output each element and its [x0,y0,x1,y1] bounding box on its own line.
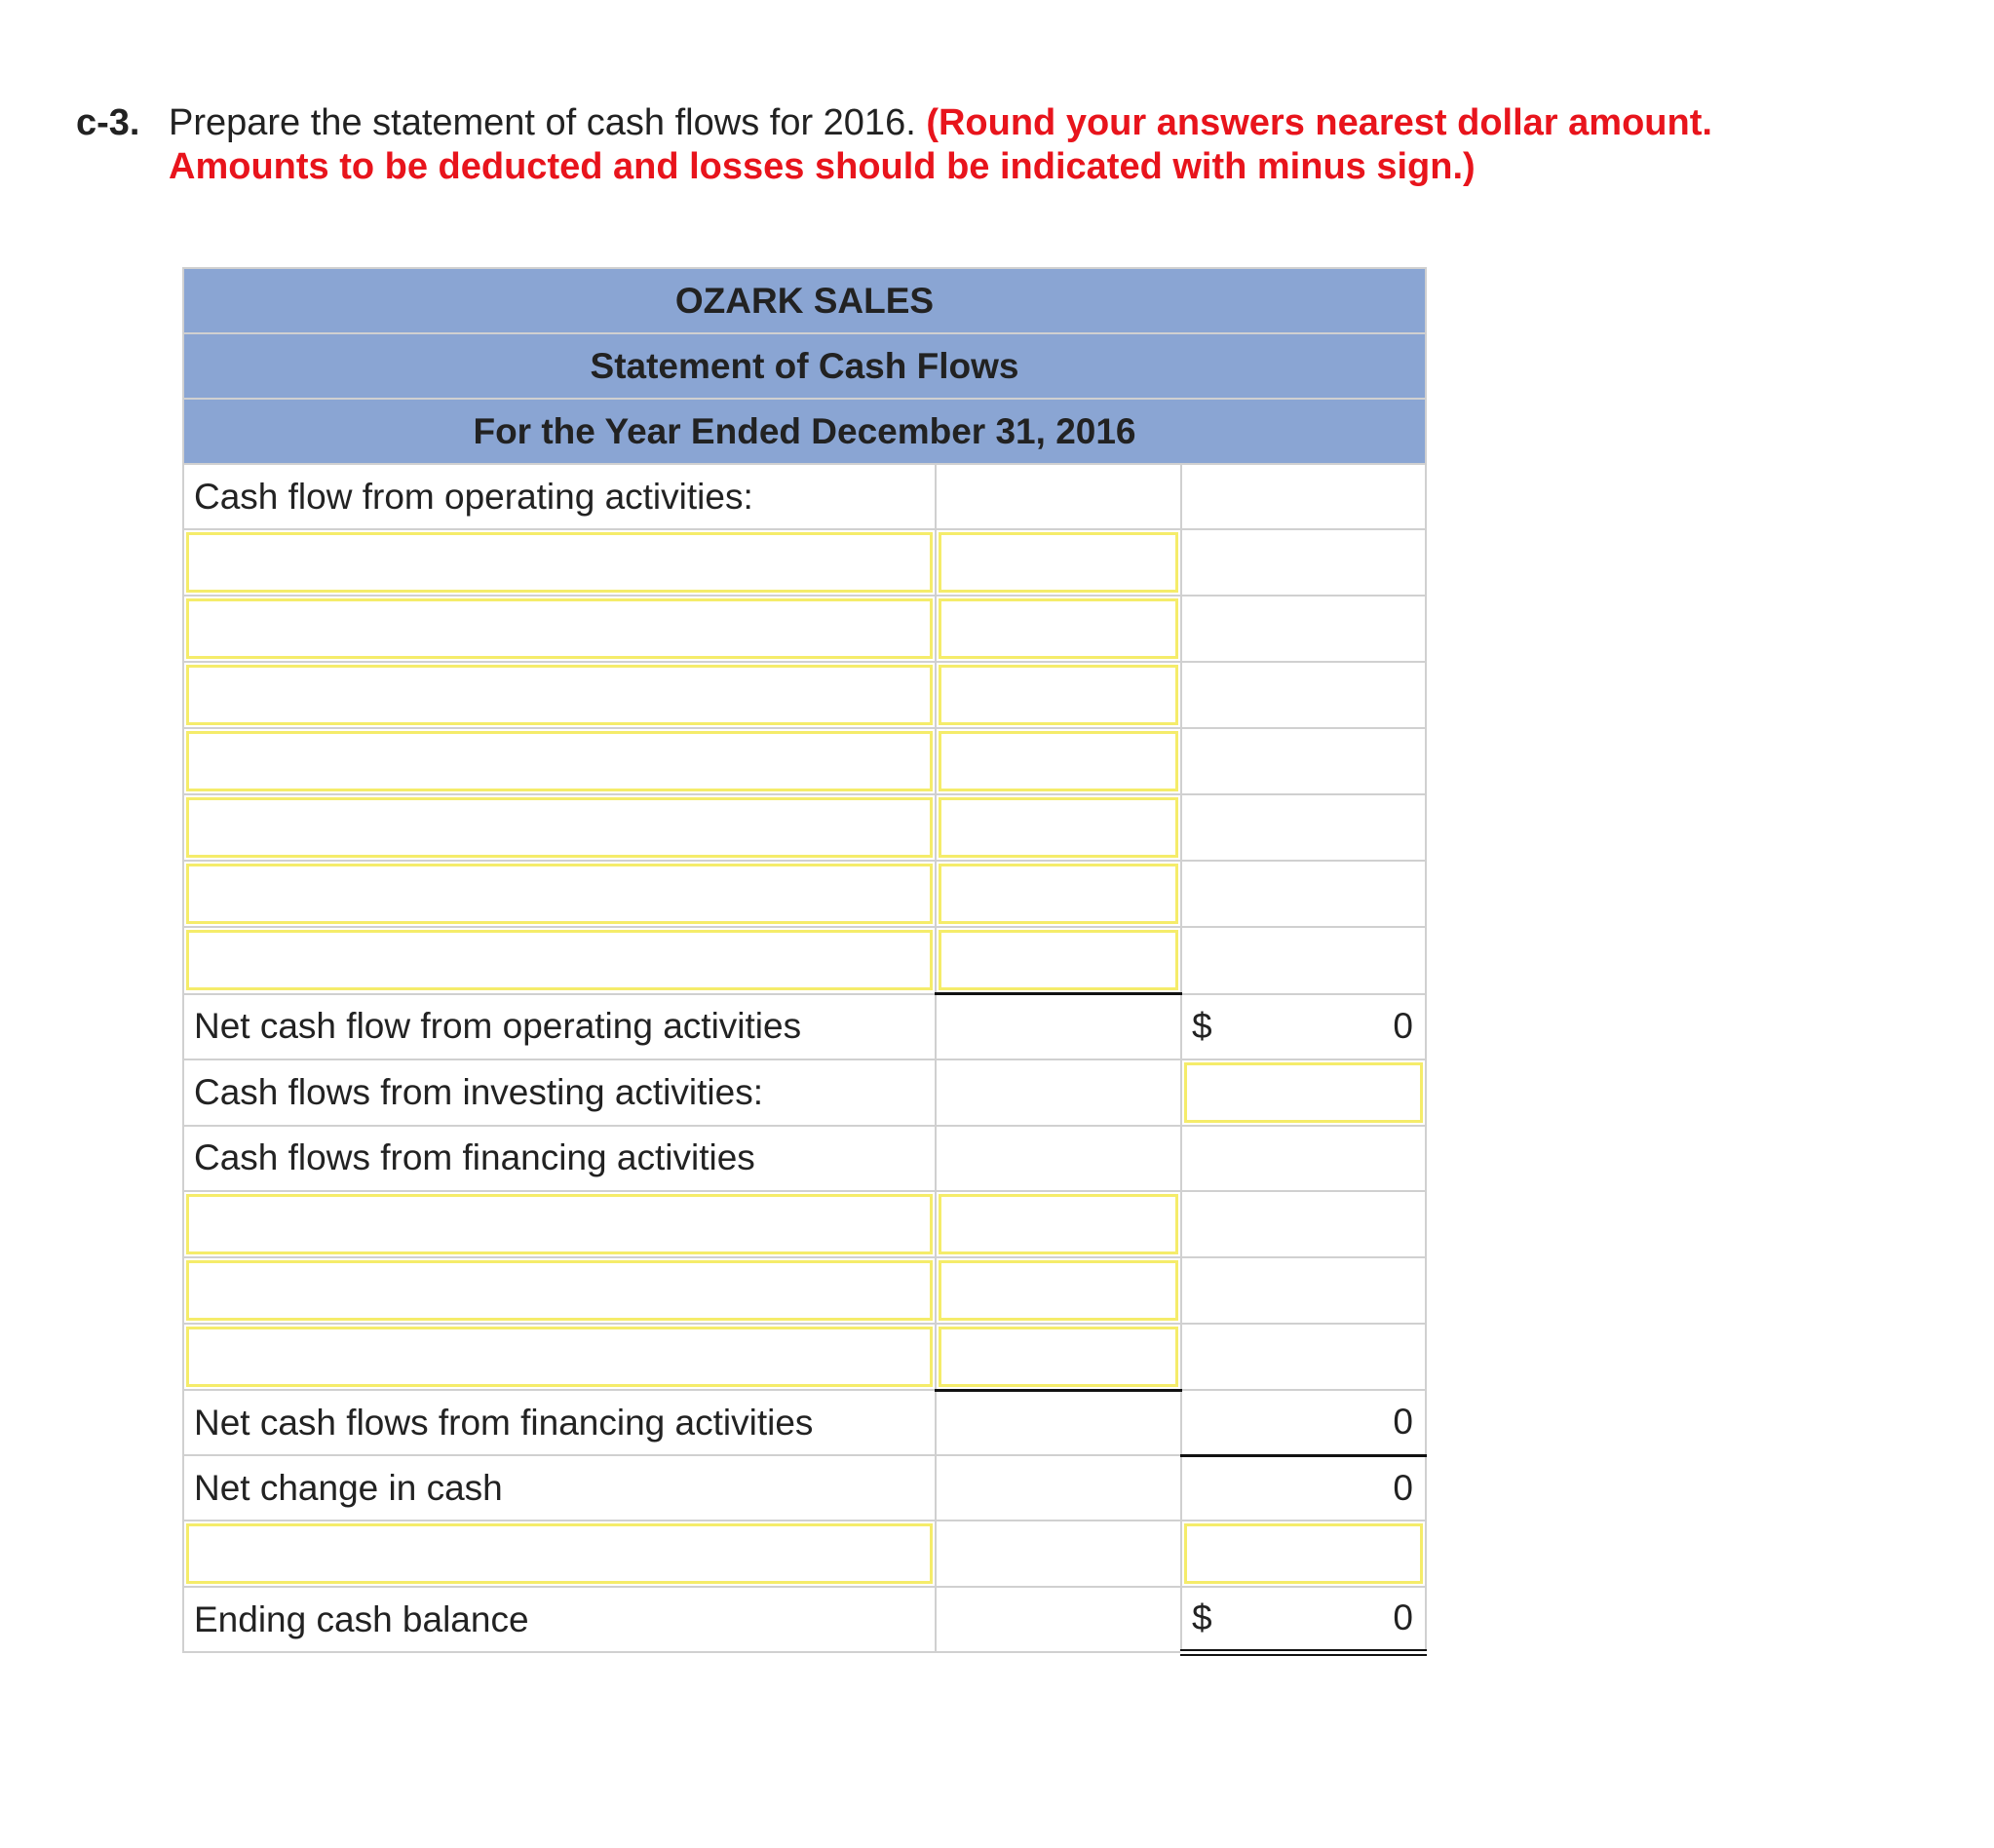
question-prompt: Prepare the statement of cash flows for 2016. [169,102,916,143]
empty-cell [1181,1191,1426,1257]
net-change-row [183,1455,1426,1521]
header-row-title [183,333,1426,399]
empty-cell [1181,728,1426,794]
ending-balance-value: 0 [1393,1598,1413,1638]
instruction-line-1: (Round your answers nearest dollar amount. [926,102,1712,143]
statement-period: For the Year Ended December 31, 2016 [183,399,1426,464]
empty-cell [936,1587,1181,1652]
empty-cell [1181,927,1426,994]
empty-cell [936,1521,1181,1587]
operating-description-input[interactable] [186,665,933,725]
operating-amount-input[interactable] [939,797,1178,858]
dollar-sign: $ [1192,1598,1212,1638]
empty-cell [936,1126,1181,1191]
financing-activities-label: Cash flows from financing activities [183,1126,936,1191]
operating-input-row [183,529,1426,596]
net-operating-value: 0 [1393,1006,1413,1046]
empty-cell [936,1455,1181,1521]
net-change-value: 0 [1181,1455,1426,1521]
operating-description-input[interactable] [186,864,933,924]
operating-amount-input[interactable] [939,598,1178,659]
beginning-balance-row [183,1521,1426,1587]
empty-cell [936,1059,1181,1126]
operating-input-row [183,662,1426,728]
investing-activities-label: Cash flows from investing activities: [183,1059,936,1126]
beginning-balance-amount-input[interactable] [1184,1523,1423,1584]
empty-cell [1181,861,1426,927]
financing-header-row [183,1126,1426,1191]
ending-balance-row [183,1587,1426,1652]
header-row-company [183,268,1426,333]
operating-amount-input[interactable] [939,731,1178,791]
question-text [76,101,1928,189]
financing-input-row [183,1191,1426,1257]
empty-cell [1181,529,1426,596]
operating-amount-input[interactable] [939,665,1178,725]
net-operating-row [183,994,1426,1059]
financing-description-input[interactable] [186,1260,933,1321]
operating-input-row [183,596,1426,662]
net-financing-row [183,1390,1426,1455]
empty-cell [1181,464,1426,529]
statement-title: Statement of Cash Flows [183,333,1426,399]
header-row-period [183,399,1426,464]
empty-cell [936,464,1181,529]
operating-amount-input[interactable] [939,864,1178,924]
net-financing-label: Net cash flows from financing activities [183,1390,936,1455]
operating-description-input[interactable] [186,731,933,791]
investing-amount-input[interactable] [1184,1062,1423,1123]
financing-description-input[interactable] [186,1194,933,1254]
financing-amount-input[interactable] [939,1194,1178,1254]
empty-cell [1181,1324,1426,1391]
net-operating-label: Net cash flow from operating activities [183,994,936,1059]
financing-input-row [183,1257,1426,1324]
empty-cell [1181,794,1426,861]
operating-input-row [183,794,1426,861]
dollar-sign: $ [1192,1006,1212,1046]
financing-amount-input[interactable] [939,1327,1178,1387]
empty-cell [1181,1126,1426,1191]
empty-cell [1181,1257,1426,1324]
empty-cell [936,994,1181,1059]
operating-description-input[interactable] [186,532,933,593]
instruction-line-2: Amounts to be deducted and losses should be indicated with minus sign.) [169,146,1476,187]
ending-balance-amount-cell [1181,1587,1426,1652]
operating-input-row [183,728,1426,794]
net-operating-amount-cell [1181,994,1426,1059]
financing-description-input[interactable] [186,1327,933,1387]
operating-amount-input[interactable] [939,532,1178,593]
operating-description-input[interactable] [186,797,933,858]
beginning-balance-description-input[interactable] [186,1523,933,1584]
operating-description-input[interactable] [186,930,933,990]
financing-input-row [183,1324,1426,1391]
operating-description-input[interactable] [186,598,933,659]
financing-amount-input[interactable] [939,1260,1178,1321]
operating-input-row [183,927,1426,994]
empty-cell [1181,662,1426,728]
question-number: c-3. [76,102,140,143]
empty-cell [936,1390,1181,1455]
operating-header-row [183,464,1426,529]
operating-activities-label: Cash flow from operating activities: [183,464,936,529]
operating-amount-input[interactable] [939,930,1178,990]
net-change-label: Net change in cash [183,1455,936,1521]
net-financing-value: 0 [1181,1390,1426,1455]
company-name: OZARK SALES [183,268,1426,333]
empty-cell [1181,596,1426,662]
ending-balance-label: Ending cash balance [183,1587,936,1652]
operating-input-row [183,861,1426,927]
cash-flow-statement-table [182,267,1427,1656]
investing-row [183,1059,1426,1126]
